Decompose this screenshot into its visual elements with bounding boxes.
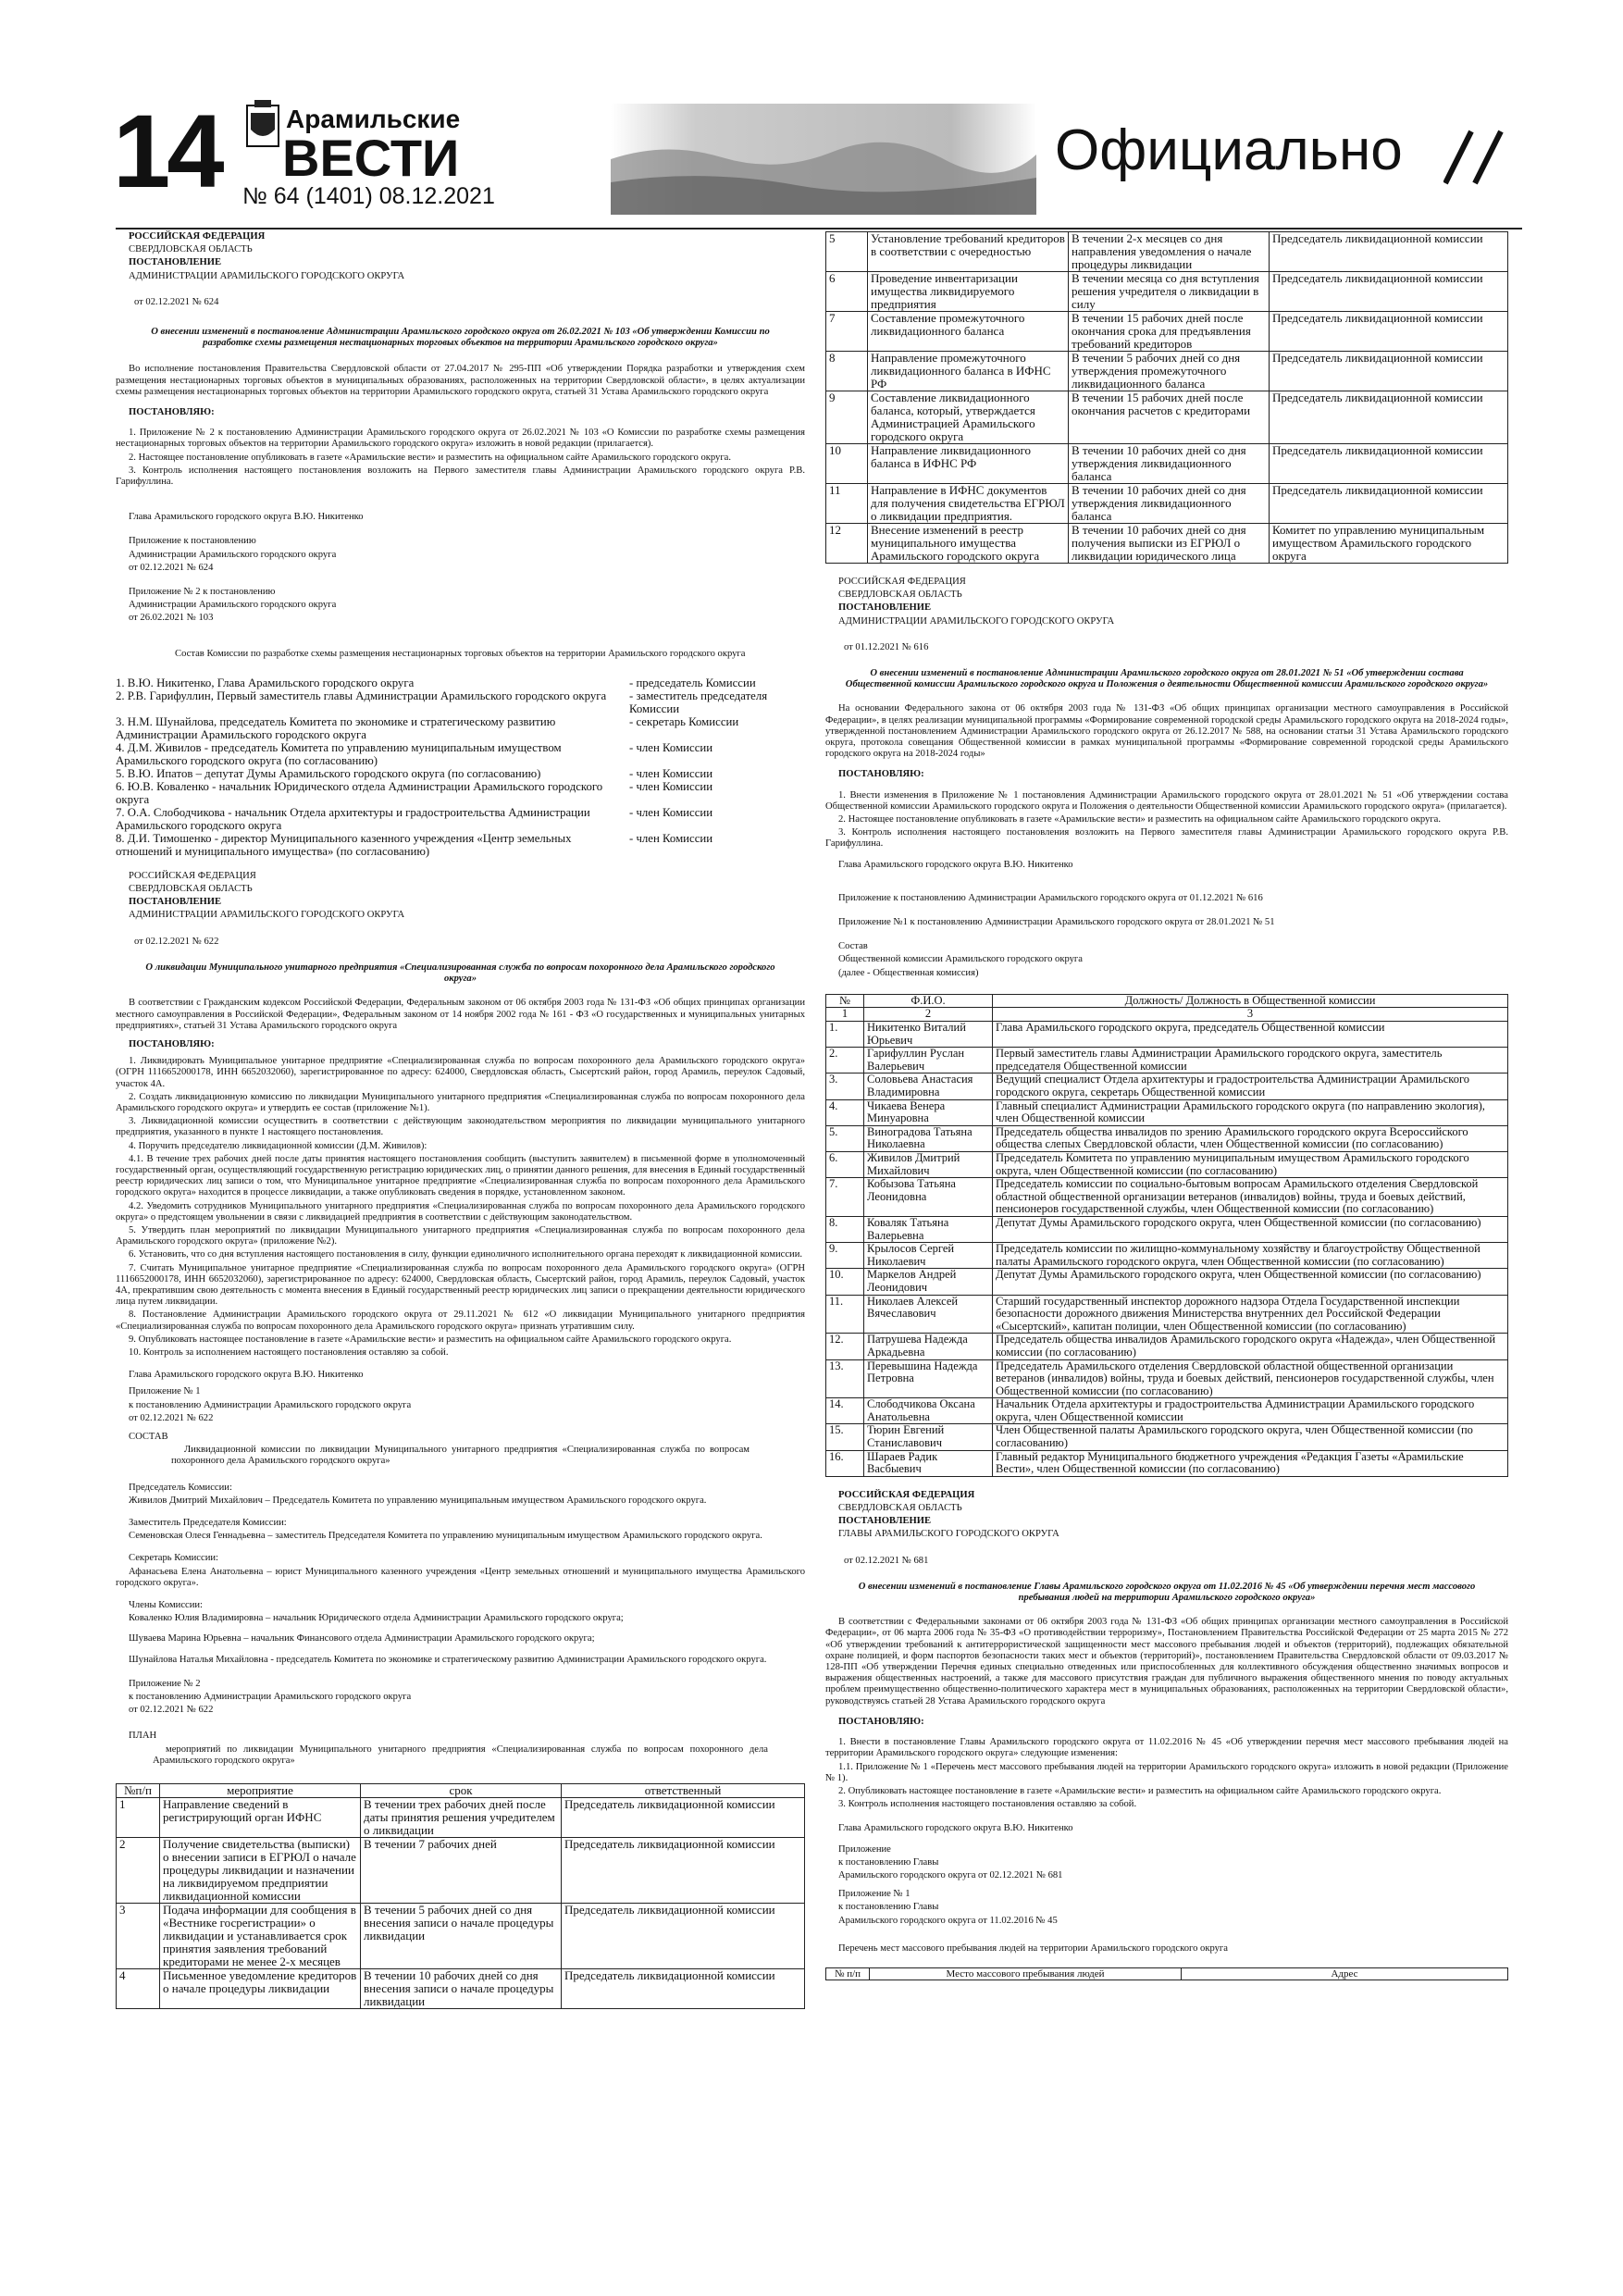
appendix-line: Администрации Арамильского городского округа	[129, 600, 337, 611]
section-title: Официально	[1055, 118, 1403, 182]
decree-622	[116, 871, 805, 2009]
heading-kind: ПОСТАНОВЛЕНИЕ	[129, 897, 222, 908]
appendix-line: Приложение к постановлению Администрации Арамильского городского округа от 01.12.2021 № 616	[838, 892, 1263, 903]
appendix-line: Арамильского городского округа от 02.12.2021 № 681	[838, 1869, 1063, 1880]
members-list	[116, 676, 805, 858]
paragraph-3: 3. Контроль исполнения настоящего постановления возложить на Первого заместителя главы Администрации Арамильского городского округа Р.В. Гарифуллина.	[825, 827, 1508, 850]
table-header: № п/п Место массового пребывания людей Адрес	[826, 1967, 1508, 1980]
table-row: 13. Перевышина Надежда Петровна Председатель Арамильского отделения Свердловской областной общественной организации ветеранов (инвалидов) войны, труда и боевых действий, пенсионеров государственной службы, член Общественной комиссии (по согласованию)	[826, 1359, 1508, 1398]
commission-table	[825, 994, 1508, 1477]
table-row: 7. Кобызова Татьяна Леонидовна Председатель комиссии по социально-бытовым вопросам Арамильского отделения Свердловской областной общественной организации ветеранов (инвалидов) войны, труда и боевых действий, пенсионеров государственной службы, член Общественной комиссии (по согласованию)	[826, 1178, 1508, 1217]
member-row: 6. Ю.В. Коваленко - начальник Юридического отдела Администрации Арамильского городского округа - член Комиссии	[116, 779, 713, 806]
role-person: Шуваева Марина Юрьевна – начальник Финансового отдела Администрации Арамильского городского округа;	[129, 1633, 595, 1644]
paragraph-1: 1. Приложение № 2 к постановлению Администрации Арамильского городского округа от 26.02.2021 № 103 «О Комиссии по разработке схемы размещения нестационарных торговых объектов на территории Арамильского городского округа» изложить в новой редакции (прилагается).	[116, 428, 805, 450]
role-person: Семеновская Олеся Геннадьевна – заместитель Председателя Комитета по управлению муниципальным имуществом Арамильского городского округа.	[129, 1531, 762, 1542]
table-header: №п/п мероприятие срок ответственный	[117, 1784, 805, 1798]
decree-title: О внесении изменений в постановление Администрации Арамильского городского округа от 26.02.2021 № 103 «Об утверждении Комиссии по разработке схемы размещения нестационарных торговых объектов на территории Арамильского городского округа»	[151, 327, 770, 349]
paragraph-3: 3. Контроль исполнения настоящего постановления оставляю за собой.	[838, 1799, 1137, 1810]
table-row: 15. Тюрин Евгений Станиславович Член Общественной палаты Арамильского городского округа, член Общественной комиссии (по согласованию)	[826, 1424, 1508, 1450]
role-person: Афанасьева Елена Анатольевна – юрист Муниципального казенного учреждения «Центр земельных отношений и муниципального имущества Арамильского городского округа».	[116, 1566, 805, 1588]
page-number: 14	[113, 93, 221, 209]
plan-table-continued	[825, 231, 1508, 564]
paragraph: 4.2. Уведомить сотрудников Муниципального унитарного предприятия «Специализированная служба по вопросам похоронного дела Арамильского городского округа» о предстоящем увольнении в связи с ликвидацией предприятия в соответствии с действующим законодательством.	[116, 1200, 805, 1222]
table-row: 14. Слободчикова Оксана Анатольевна Начальник Отдела архитектуры и градостроительства Администрации Арамильского городского округа, член Общественной комиссии	[826, 1398, 1508, 1424]
heading-rf: РОССИЙСКАЯ ФЕДЕРАЦИЯ	[838, 1489, 975, 1500]
table-row: 2 Получение свидетельства (выписки) о внесении записи в ЕГРЮЛ о начале процедуры ликвидации и назначении на ликвидируемом предприятии ликвидационной комиссии В течении 7 рабочих дней Председатель ликвидационной комиссии	[117, 1838, 805, 1904]
table-row: 2. Гарифуллин Руслан Валерьевич Первый заместитель главы Администрации Арамильского городского округа, заместитель председателя Общественной комиссии	[826, 1048, 1508, 1074]
paragraph-1-1: 1.1. Приложение № 1 «Перечень мест массового пребывания людей на территории Арамильского городского округа» изложить в новой редакции (Приложение № 1).	[825, 1761, 1508, 1783]
decree-616	[825, 577, 1508, 1477]
paragraph: 4. Поручить председателю ликвидационной комиссии (Д.М. Живилов):	[129, 1140, 427, 1151]
appendix-line: Приложение № 1	[129, 1386, 201, 1397]
heading-region: СВЕРДЛОВСКАЯ ОБЛАСТЬ	[838, 1503, 962, 1514]
appendix-line: от 02.12.2021 № 624	[129, 562, 214, 573]
table-row: 12 Внесение изменений в реестр муниципального имущества Арамильского городского округа В течении 10 рабочих дней со дня получения выписки из ЕГРЮЛ о ликвидации юридического лица Комитет по управлению муниципальным имуществом Арамильского городского округа	[826, 524, 1508, 564]
appendix-line: Приложение №1 к постановлению Администрации Арамильского городского округа от 28.01.2021 № 51	[838, 917, 1275, 928]
appendix-line: Приложение № 2	[129, 1678, 201, 1689]
table-row: 8. Коваляк Татьяна Валерьевна Депутат Думы Арамильского городского округа, член Общественной комиссии (по согласованию)	[826, 1216, 1508, 1242]
composition-title: Состав	[838, 941, 868, 952]
appendix-line: к постановлению Главы	[838, 1856, 939, 1868]
paragraph-2: 2. Опубликовать настоящее постановление в газете «Арамильские вести» и разместить на официальном сайте Арамильского городского округа.	[838, 1785, 1442, 1796]
role-person: Коваленко Юлия Владимировна – начальник Юридического отдела Администрации Арамильского городского округа;	[129, 1613, 624, 1624]
table-row: 8 Направление промежуточного ликвидационного баланса в ИФНС РФ В течении 5 рабочих дней со дня утверждения промежуточного ликвидационного баланса Председатель ликвидационной комиссии	[826, 352, 1508, 391]
paragraph-3: 3. Контроль исполнения настоящего постановления возложить на Первого заместителя главы Администрации Арамильского городского округа Р.В. Гарифуллина.	[116, 465, 805, 488]
appendix-line: к постановлению Администрации Арамильского городского округа	[129, 1399, 412, 1410]
paragraph-2: 2. Настоящее постановление опубликовать в газете «Арамильские вести» и разместить на официальном сайте Арамильского городского округа.	[838, 814, 1442, 825]
table-row: 3 Подача информации для сообщения в «Вестнике госрегистрации» о ликвидации и устанавливается срок принятия заявления требований кредиторами не менее 2-х месяцев В течении 5 рабочих дней со дня внесения записи о начале процедуры ликвидации Председатель ликвидационной комиссии	[117, 1904, 805, 1969]
decree-resolve: ПОСТАНОВЛЯЮ:	[838, 1716, 924, 1727]
paragraph: 10. Контроль за исполнением настоящего постановления оставляю за собой.	[129, 1347, 449, 1358]
table-row: 1 Направление сведений в регистрирующий орган ИФНС В течении трех рабочих дней после даты принятия решения учредителем о ликвидации Председатель ликвидационной комиссии	[117, 1798, 805, 1838]
table-row: 16. Шараев Радик Васбыевич Главный редактор Муниципального бюджетного учреждения «Редакция Газеты «Арамильские Вести», член Общественной комиссии (по согласованию)	[826, 1450, 1508, 1476]
paragraph: 7. Считать Муниципальное унитарное предприятие «Специализированная служба по вопросам похоронного дела Арамильского городского округа» (ОГРН 1116652000178, ИНН 6652032060), зарегистрированное по адресу: 624000, Свердловская область, Сысертский район, город Арамиль, переулок Садовый, участок 4А, прекратившим свою деятельность с момента внесения в Единый государственный реестр юридических лиц записи о прекращении деятельности юридического лица путем ликвидации.	[116, 1262, 805, 1308]
decree-resolve: ПОСТАНОВЛЯЮ:	[129, 407, 215, 418]
slashes-icon	[1443, 130, 1508, 185]
table-row: 9 Составление ликвидационного баланса, который, утверждается Администрацией Арамильского городского округа В течении 15 рабочих дней после окончания расчетов с кредиторами Председатель ликвидационной комиссии	[826, 391, 1508, 444]
table-row: 5. Виноградова Татьяна Николаевна Председатель общества инвалидов по зрению Арамильского городского округа Всероссийского общества слепых Свердловской области, член Общественной комиссии (по согласованию)	[826, 1125, 1508, 1151]
table-row: 9. Крылосов Сергей Николаевич Председатель комиссии по жилищно-коммунальному хозяйству и благоустройству Общественной палаты Арамильского городского округа, член Общественной комиссии (по согласованию)	[826, 1243, 1508, 1269]
heading-org: АДМИНИСТРАЦИИ АРАМИЛЬСКОГО ГОРОДСКОГО ОКРУГА	[129, 910, 405, 921]
decree-title: О ликвидации Муниципального унитарного предприятия «Специализированная служба по вопросам похоронного дела Арамильского городского округа»	[145, 962, 775, 985]
table-row: 1. Никитенко Виталий Юрьевич Глава Арамильского городского округа, председатель Общественной комиссии	[826, 1022, 1508, 1048]
plan-subtitle: мероприятий по ликвидации Муниципального унитарного предприятия «Специализированная служба по вопросам похоронного дела Арамильского городского округа»	[153, 1744, 768, 1766]
composition-note: (далее - Общественная комиссия)	[838, 967, 979, 978]
decree-date: от 01.12.2021 № 616	[844, 641, 929, 652]
paragraph: 2. Создать ликвидационную комиссию по ликвидации Муниципального унитарного предприятия «Специализированная служба по вопросам похоронного дела Арамильского городского округа» и утвердить ее состав (приложение №1).	[116, 1091, 805, 1113]
left-column	[116, 231, 805, 2009]
table-row: 11 Направление в ИФНС документов для получения свидетельства ЕГРЮЛ о ликвидации предприятия. В течении 10 рабочих дней со дня утверждения ликвидационного баланса Председатель ликвидационной комиссии	[826, 484, 1508, 524]
table-row: 3. Соловьева Анастасия Владимировна Ведущий специалист Отдела архитектуры и градостроительства Администрации Арамильского городского округа, секретарь Общественной комиссии	[826, 1074, 1508, 1099]
decree-resolve: ПОСТАНОВЛЯЮ:	[129, 1038, 215, 1049]
paragraph: 4.1. В течение трех рабочих дней после даты принятия настоящего постановления сообщить (выступить заявителем) в письменной форме в уполномоченный государственный орган, осуществляющий государственную регистрацию юридических лиц, о принятии данного решения, для внесения в Единый государственный реестр юридических лиц записи о том, что Муниципальное унитарное предприятие «Специализированная служба по вопросам похоронного дела Арамильского городского округа» находится в процессе ликвидации, а также опубликовать сведения в порядке, установленном законом.	[116, 1153, 805, 1198]
heading-kind: ПОСТАНОВЛЕНИЕ	[838, 602, 932, 614]
heading-rf: РОССИЙСКАЯ ФЕДЕРАЦИЯ	[838, 577, 966, 587]
member-row: 8. Д.И. Тимошенко - директор Муниципального казенного учреждения «Центр земельных отношений и муниципального имущества» (по согласованию) - член Комиссии	[116, 831, 713, 858]
table-row: 5 Установление требований кредиторов в соответствии с очередностью В течении 2-х месяцев со дня направления уведомления о начале процедуры ликвидации Председатель ликвидационной комиссии	[826, 232, 1508, 272]
member-row: 5. В.Ю. Ипатов – депутат Думы Арамильского городского округа (по согласованию) - член Комиссии	[116, 766, 713, 780]
appendix-line: Администрации Арамильского городского округа	[129, 549, 337, 560]
newspaper-logo	[245, 98, 460, 181]
decree-date: от 02.12.2021 № 622	[134, 936, 219, 947]
paragraph: 8. Постановление Администрации Арамильского городского округа от 29.11.2021 № 612 «О ликвидации Муниципального унитарного предприятия «Специализированная служба по вопросам похоронного дела Арамильского городского округа» признать утратившим силу.	[116, 1309, 805, 1332]
appendix-line: Арамильского городского округа от 11.02.2016 № 45	[838, 1915, 1058, 1926]
table-header: № Ф.И.О. Должность/ Должность в Общественной комиссии	[826, 994, 1508, 1008]
member-row: 2. Р.В. Гарифуллин, Первый заместитель главы Администрации Арамильского городского округа - заместитель председателя Комиссии	[116, 689, 768, 715]
decree-date: от 02.12.2021 № 624	[134, 296, 219, 307]
appendix-line: к постановлению Администрации Арамильского городского округа	[129, 1692, 412, 1703]
appendix-line: Приложение № 2 к постановлению	[129, 587, 276, 598]
role-heading: Секретарь Комиссии:	[129, 1553, 218, 1564]
decree-preamble: На основании Федерального закона от 06 октября 2003 года № 131-ФЗ «Об общих принципах организации местного самоуправления в Российской Федерации», в целях реализации муниципальной программы «Формирование современной городской среды Арамильского городского округа на 2018-2024 годы», утвержденной постановлением Администрации Арамильского городского округа от 26.12.2017 № 588, на основании статьи 31 Устава Арамильского городского округа, протокола совещания Общественной комиссии в рамках муниципальной программы «Формирование современной городской среды Арамильского городского округа на 2018-2024 годы»	[825, 703, 1508, 760]
newspaper-top-name: Арамильские	[286, 105, 460, 133]
signature: Глава Арамильского городского округа В.Ю. Никитенко	[838, 859, 1073, 870]
decree-date: от 02.12.2021 № 681	[844, 1555, 929, 1566]
role-person: Живилов Дмитрий Михайлович – Председатель Комитета по управлению муниципальным имуществом Арамильского городского округа.	[129, 1495, 707, 1506]
heading-rf: РОССИЙСКАЯ ФЕДЕРАЦИЯ	[129, 870, 256, 881]
paragraph: 9. Опубликовать настоящее постановление в газете «Арамильские вести» и разместить на официальном сайте Арамильского городского округа.	[129, 1334, 732, 1345]
paragraph-1: 1. Внести в постановление Главы Арамильского городского округа от 11.02.2016 № 45 «Об утверждении перечня мест массового пребывания людей на территории Арамильского городского округа» следующие изменения:	[825, 1737, 1508, 1759]
composition-title: СОСТАВ	[129, 1432, 168, 1442]
issue-number: № 64 (1401) 08.12.2021	[242, 183, 495, 209]
member-row: 3. Н.М. Шунайлова, председатель Комитета по экономике и стратегическому развитию Администрации Арамильского городского округа - секретарь Комиссии	[116, 714, 739, 741]
member-row: 4. Д.М. Живилов - председатель Комитета по управлению муниципальным имуществом Арамильского городского округа (по согласованию) - член Комиссии	[116, 740, 713, 767]
decree-preamble: В соответствии с Гражданским кодексом Российской Федерации, Федеральным законом от 06 октября 2003 года № 131-ФЗ «Об общих принципах организации местного самоуправления в Российской Федерации», Федеральным законом от 14 ноября 2002 года № 161 - ФЗ «О государственных и муниципальных унитарных предприятиях», статьей 31 Устава Арамильского городского округа	[116, 998, 805, 1031]
heading-rf: РОССИЙСКАЯ ФЕДЕРАЦИЯ	[129, 231, 266, 242]
decree-preamble: В соответствии с Федеральными законами от 06 октября 2003 года № 131-ФЗ «Об общих принципах организации местного самоуправления в Российской Федерации», от 06 марта 2006 года № 35-ФЗ «О противодействии терроризму», Постановлением Правительства Российской Федерации от 25 марта 2015 № 272 «Об утверждении требований к антитеррористической защищенности мест массового пребывания людей и объектов (территорий), подлежащих обязательной охране полицией, и форм паспортов безопасности таких мест и объектов (территорий)», постановлением Правительства Свердловской области от 09.03.2017 № 128-ПП «Об утверждении Перечня единых специально отведенных или приспособленных для коллективного обсуждения общественно значимых вопросов и выражения общественных настроений, а также для массового присутствия граждан для публичного выражения общественного мнения по поводу актуальных проблем преимущественно общественно-политического характера мест в муниципальных образованиях, расположенных на территории Свердловской области», руководствуясь статьей 28 Устава Арамильского городского округа	[825, 1617, 1508, 1706]
heading-region: СВЕРДЛОВСКАЯ ОБЛАСТЬ	[129, 244, 253, 255]
table-row: 4. Чикаева Венера Минуаровна Главный специалист Администрации Арамильского городского округа (по направлению экология), член Общественной комиссии	[826, 1099, 1508, 1125]
paragraph-1: 1. Внести изменения в Приложение № 1 постановления Администрации Арамильского городского округа от 28.01.2021 № 51 «Об утверждении состава Общественной комиссии Арамильского городского округа и Положения о деятельности Общественной комиссии Арамильского городского округа» (прилагается).	[825, 789, 1508, 812]
decree-624	[116, 231, 805, 858]
heading-org: АДМИНИСТРАЦИИ АРАМИЛЬСКОГО ГОРОДСКОГО ОКРУГА	[129, 270, 405, 281]
paragraph: 3. Ликвидационной комиссии осуществить в соответствии с действующим законодательством мероприятия по ликвидации муниципального унитарного предприятия, указанного в пункте 1 настоящего постановления.	[116, 1116, 805, 1138]
paragraph: 6. Установить, что со дня вступления настоящего постановления в силу, функции единоличного исполнительного органа переходят к ликвидационной комиссии.	[129, 1249, 803, 1260]
composition-subtitle: Ликвидационной комиссии по ликвидации Муниципального унитарного предприятия «Специализированная служба по вопросам похоронного дела Арамильского городского округа»	[171, 1445, 750, 1467]
heading-region: СВЕРДЛОВСКАЯ ОБЛАСТЬ	[838, 590, 962, 601]
signature: Глава Арамильского городского округа В.Ю. Никитенко	[129, 1370, 364, 1381]
table-row: 10 Направление ликвидационного баланса в ИФНС РФ В течении 10 рабочих дней со дня утверждения ликвидационного баланса Председатель ликвидационной комиссии	[826, 444, 1508, 484]
appendix-line: Приложение к постановлению	[129, 536, 256, 547]
heading-region: СВЕРДЛОВСКАЯ ОБЛАСТЬ	[129, 884, 253, 895]
paragraph: 1. Ликвидировать Муниципальное унитарное предприятие «Специализированная служба по вопросам похоронного дела Арамильского городского округа» (ОГРН 1116652000178, ИНН 6652032060), зарегистрированное по адресу: 624000, Свердловская область, Сысертский район, город Арамиль, переулок Садовый, участок 4А.	[116, 1056, 805, 1089]
heading-org: ГЛАВЫ АРАМИЛЬСКОГО ГОРОДСКОГО ОКРУГА	[838, 1529, 1059, 1540]
role-heading: Члены Комиссии:	[129, 1600, 204, 1611]
member-row: 1. В.Ю. Никитенко, Глава Арамильского городского округа - председатель Комиссии	[116, 676, 756, 689]
paragraph-2: 2. Настоящее постановление опубликовать в газете «Арамильские вести» и разместить на официальном сайте Арамильского городского округа.	[129, 452, 732, 463]
right-column	[825, 231, 1508, 1980]
plan-title: ПЛАН	[129, 1731, 157, 1742]
list-title: Перечень мест массового пребывания людей на территории Арамильского городского округа	[838, 1942, 1228, 1954]
paragraph: 5. Утвердить план мероприятий по ликвидации Муниципального унитарного предприятия «Специализированная служба по вопросам похоронного дела Арамильского городского округа» (приложение №2).	[116, 1224, 805, 1247]
table-row: 6 Проведение инвентаризации имущества ликвидируемого предприятия В течении месяца со дня вступления решения учредителя о ликвидации в силу Председатель ликвидационной комиссии	[826, 272, 1508, 312]
appendix-line: Приложение № 1	[838, 1889, 911, 1900]
member-row: 7. О.А. Слободчикова - начальник Отдела архитектуры и градостроительства Администрации Арамильского городского округа - член Комиссии	[116, 805, 713, 832]
role-heading: Заместитель Председателя Комиссии:	[129, 1518, 287, 1529]
decree-title: О внесении изменений в постановление Администрации Арамильского городского округа от 28.01.2021 № 51 «Об утверждении состава Общественной комиссии Арамильского городского округа и Положения о деятельности Общественной комиссии Арамильского городского округа»	[845, 668, 1489, 690]
heading-org: АДМИНИСТРАЦИИ АРАМИЛЬСКОГО ГОРОДСКОГО ОКРУГА	[838, 615, 1115, 627]
decree-681	[825, 1490, 1508, 1980]
appendix-line: от 26.02.2021 № 103	[129, 613, 214, 624]
heading-kind: ПОСТАНОВЛЕНИЕ	[129, 257, 222, 268]
composition-subtitle: Общественной комиссии Арамильского городского округа	[838, 954, 1083, 965]
decree-paragraphs	[116, 1056, 805, 1359]
signature: Глава Арамильского городского округа В.Ю. Никитенко	[129, 512, 364, 523]
appendix-line: от 02.12.2021 № 622	[129, 1705, 214, 1716]
composition-title: Состав Комиссии по разработке схемы размещения нестационарных торговых объектов на территории Арамильского городского округа	[175, 648, 746, 659]
decree-resolve: ПОСТАНОВЛЯЮ:	[838, 769, 924, 780]
table-row: 4 Письменное уведомление кредиторов о начале процедуры ликвидации В течении 10 рабочих дней со дня внесения записи о начале процедуры ликвидации Председатель ликвидационной комиссии	[117, 1969, 805, 2009]
table-header-numbers: 1 2 3	[826, 1008, 1508, 1022]
appendix-line: от 02.12.2021 № 622	[129, 1412, 214, 1423]
plan-table	[116, 1783, 805, 2009]
newspaper-main-name: ВЕСТИ	[282, 129, 460, 181]
table-row: 11. Николаев Алексей Вячеславович Старший государственный инспектор дорожного надзора Отдела Государственной инспекции безопасности дорожного движения Министерства внутренних дел Российской Федерации «Сысертский», капитан полиции, член Общественной комиссии (по согласованию)	[826, 1295, 1508, 1334]
table-row: 10. Маркелов Андрей Леонидович Депутат Думы Арамильского городского округа, член Общественной комиссии (по согласованию)	[826, 1269, 1508, 1295]
landscape-photo	[611, 104, 1036, 215]
decree-preamble: Во исполнение постановления Правительства Свердловской области от 27.04.2017 № 295-ПП «Об утверждении Порядка разработки и утверждения схем размещения нестационарных торговых объектов в муниципальных образованиях, расположенных на территории Свердловской области», в целях актуализации схемы размещения нестационарных торговых объектов на территории Арамильского городского округа, статьей 31 Устава Арамильского городского округа	[116, 364, 805, 397]
signature: Глава Арамильского городского округа В.Ю. Никитенко	[838, 1823, 1073, 1834]
table-row: 6. Живилов Дмитрий Михайлович Председатель Комитета по управлению муниципальным имуществом Арамильского городского округа, член Общественной комиссии (по согласованию)	[826, 1152, 1508, 1178]
appendix-line: Приложение	[838, 1843, 891, 1855]
appendix-line: к постановлению Главы	[838, 1902, 939, 1913]
role-person: Шунайлова Наталья Михайловна - председатель Комитета по экономике и стратегическому развитию Администрации Арамильского городского округа.	[129, 1654, 767, 1665]
role-heading: Председатель Комиссии:	[129, 1482, 232, 1493]
places-table	[825, 1967, 1508, 1980]
decree-title: О внесении изменений в постановление Главы Арамильского городского округа от 11.02.2016 № 45 «Об утверждении перечня мест массового пребывания людей на территории Арамильского городского округа»	[858, 1581, 1476, 1604]
heading-kind: ПОСТАНОВЛЕНИЕ	[838, 1516, 932, 1527]
table-row: 12. Патрушева Надежда Аркадьевна Председатель общества инвалидов Арамильского городского округа «Надежда», член Общественной комиссии (по согласованию)	[826, 1334, 1508, 1359]
header-rule	[116, 228, 1522, 230]
table-row: 7 Составление промежуточного ликвидационного баланса В течении 15 рабочих дней после окончания срока для предъявления требований кредиторов Председатель ликвидационной комиссии	[826, 312, 1508, 352]
